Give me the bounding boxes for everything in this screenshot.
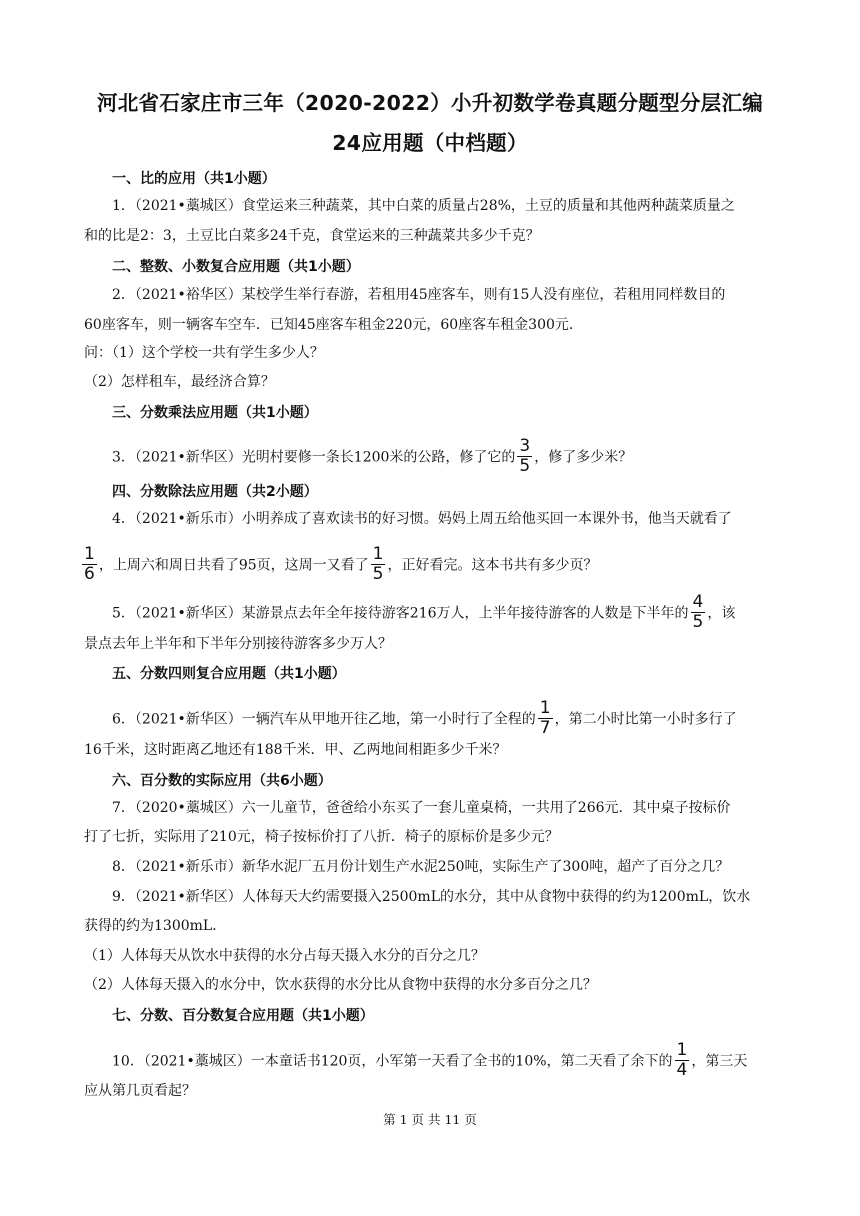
question-4-line-1: 4．（2021•新乐市）小明养成了喜欢读书的好习惯。妈妈上周五给他买回一本课外书，他当天就看了 [112, 511, 732, 527]
fraction-q3-denominator: 5 [519, 456, 531, 476]
question-2-line-2: 60座客车，则一辆客车空车．已知45座客车租金220元，60座客车租金300元． [84, 317, 583, 333]
question-7-line-2: 打了七折，实际用了210元，椅子按标价打了八折．椅子的原标价是多少元？ [84, 829, 559, 845]
section-heading-5: 五、分数四则复合应用题（共1小题） [112, 666, 346, 682]
question-9-line-3: （1）人体每天从饮水中获得的水分占每天摄入水分的百分之几？ [84, 948, 485, 964]
question-3-line-1 [112, 438, 632, 477]
question-4-text-c: ，正好看完。这本书共有多少页？ [387, 557, 598, 574]
question-1-line-2: 和的比是2：3，土豆比白菜多24千克，食堂运来的三种蔬菜共多少千克？ [84, 228, 540, 244]
fraction-q6 [538, 699, 553, 738]
question-5-text-b: ，该 [707, 605, 736, 622]
page-footer: 第 1 页 共 11 页 [383, 1112, 477, 1127]
question-9-line-1: 9．（2021•新华区）人体每天大约需要摄入2500mL的水分，其中从食物中获得的约为1200mL，饮水 [112, 889, 751, 905]
question-4-text-b: ，上周六和周日共看了95页，这周一又看了 [98, 557, 369, 574]
document-title-line-1: 河北省石家庄市三年（2020-2022）小升初数学卷真题分题型分层汇编 [96, 91, 764, 115]
fraction-q6-denominator: 7 [539, 718, 551, 738]
question-7-line-1: 7．（2020•藁城区）六一儿童节，爸爸给小东买了一套儿童桌椅，一共用了266元．其中桌子按标价 [112, 800, 731, 816]
question-2-line-1: 2．（2021•裕华区）某校学生举行春游，若租用45座客车，则有15人没有座位，若租用同样数目的 [112, 287, 726, 303]
question-5-line-2: 景点去年上半年和下半年分别接待游客多少万人？ [84, 636, 392, 652]
question-8-line-1: 8．（2021•新乐市）新华水泥厂五月份计划生产水泥250吨，实际生产了300吨，超产了百分之几？ [112, 859, 730, 875]
question-3-text-a: 3．（2021•新华区）光明村要修一条长1200米的公路，修了它的 [112, 449, 516, 466]
question-6-line-2: 16千米，这时距离乙地还有188千米．甲、乙两地间相距多少千米？ [84, 742, 507, 758]
fraction-q5-denominator: 5 [692, 612, 704, 632]
question-10-text-a: 10．（2021•藁城区）一本童话书120页，小军第一天看了全书的10%，第二天看了余下的 [112, 1053, 673, 1070]
fraction-q3-numerator: 3 [519, 436, 531, 456]
fraction-q10-denominator: 4 [676, 1060, 688, 1080]
fraction-q4-first [82, 545, 97, 584]
question-4-line-2 [82, 546, 597, 585]
section-heading-1: 一、比的应用（共1小题） [112, 171, 276, 187]
question-5-line-1 [112, 594, 735, 633]
fraction-q4-second [371, 545, 386, 584]
section-heading-2: 二、整数、小数复合应用题（共1小题） [112, 259, 360, 275]
question-3-text-b: ，修了多少米？ [534, 449, 633, 466]
section-heading-7: 七、分数、百分数复合应用题（共1小题） [112, 1008, 374, 1024]
question-5-text-a: 5．（2021•新华区）某游景点去年全年接待游客216万人，上半年接待游客的人数是下半年的 [112, 605, 689, 622]
question-6-text-b: ，第二小时比第一小时多行了 [554, 711, 737, 728]
question-10-line-1 [112, 1042, 747, 1081]
section-heading-3: 三、分数乘法应用题（共1小题） [112, 405, 318, 421]
fraction-q10-numerator: 1 [676, 1040, 688, 1060]
section-heading-6: 六、百分数的实际应用（共6小题） [112, 773, 332, 789]
fraction-q4-second-numerator: 1 [372, 544, 384, 564]
question-2-line-4: （2）怎样租车，最经济合算？ [84, 374, 275, 390]
fraction-q4-second-denominator: 5 [372, 564, 384, 584]
fraction-q4-first-numerator: 1 [84, 544, 95, 564]
question-9-line-2: 获得的约为1300mL． [84, 918, 227, 934]
fraction-q10 [675, 1041, 690, 1080]
question-9-line-4: （2）人体每天摄入的水分中，饮水获得的水分比从食物中获得的水分多百分之几？ [84, 977, 597, 993]
question-6-line-1 [112, 700, 737, 739]
fraction-q5-numerator: 4 [692, 592, 704, 612]
fraction-q4-first-denominator: 6 [84, 564, 95, 584]
question-1-line-1: 1．（2021•藁城区）食堂运来三种蔬菜，其中白菜的质量占28%，土豆的质量和其他两种蔬菜质量之 [112, 198, 735, 214]
fraction-q5 [691, 593, 706, 632]
question-6-text-a: 6．（2021•新华区）一辆汽车从甲地开往乙地，第一小时行了全程的 [112, 711, 536, 728]
fraction-q6-numerator: 1 [539, 698, 551, 718]
section-heading-4: 四、分数除法应用题（共2小题） [112, 484, 318, 500]
fraction-q3 [517, 437, 532, 476]
document-title-line-2: 24应用题（中档题） [332, 131, 528, 155]
question-10-line-2: 应从第几页看起？ [84, 1083, 196, 1099]
question-10-text-b: ，第三天 [691, 1053, 748, 1070]
question-2-line-3: 问：（1）这个学校一共有学生多少人？ [84, 345, 324, 361]
